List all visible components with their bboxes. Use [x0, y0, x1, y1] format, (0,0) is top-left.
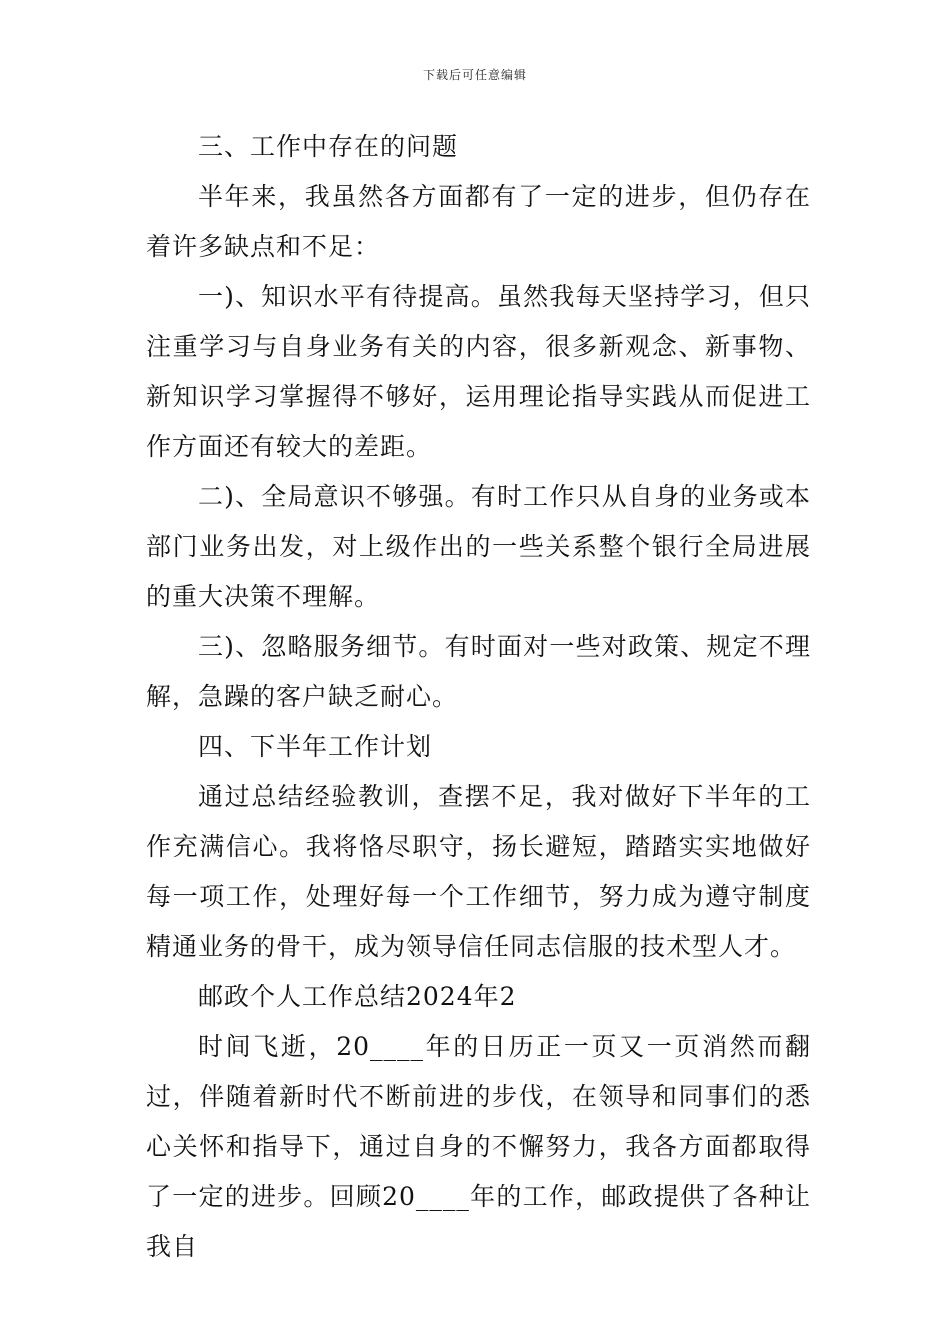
- paragraph-knowledge-level: 一)、知识水平有待提高。虽然我每天坚持学习，但只注重学习与自身业务有关的内容，很多新观念、新事物、新知识学习掌握得不够好，运用理论指导实践从而促进工作方面还有较大的差距。: [146, 282, 811, 461]
- paragraph-service-details: 三)、忽略服务细节。有时面对一些对政策、规定不理解，急躁的客户缺乏耐心。: [146, 632, 811, 711]
- paragraph-problems-intro: 半年来，我虽然各方面都有了一定的进步，但仍存在着许多缺点和不足：: [146, 182, 811, 261]
- document-subtitle: 邮政个人工作总结2024年2: [198, 982, 517, 1011]
- paragraph-plan: 通过总结经验教训，查摆不足，我对做好下半年的工作充满信心。我将恪尽职守，扬长避短，踏踏实实地做好每一项工作，处理好每一个工作细节，努力成为遵守制度精通业务的骨干，成为领导信任同志信服的技术型人才。: [146, 782, 811, 961]
- page-header: 下载后可任意编辑: [422, 68, 527, 82]
- paragraph-overall-awareness: 二)、全局意识不够强。有时工作只从自身的业务或本部门业务出发，对上级作出的一些关系整个银行全局进展的重大决策不理解。: [146, 482, 811, 611]
- section-heading-problems: 三、工作中存在的问题: [198, 132, 459, 161]
- document-body: [146, 122, 811, 1272]
- paragraph-review: 时间飞逝，20____年的日历正一页又一页消然而翻过，伴随着新时代不断前进的步伐，在领导和同事们的悉心关怀和指导下，通过自身的不懈努力，我各方面都取得了一定的进步。回顾20____年的工作，邮政提供了各种让我自: [146, 1032, 811, 1261]
- section-heading-plan: 四、下半年工作计划: [198, 732, 433, 761]
